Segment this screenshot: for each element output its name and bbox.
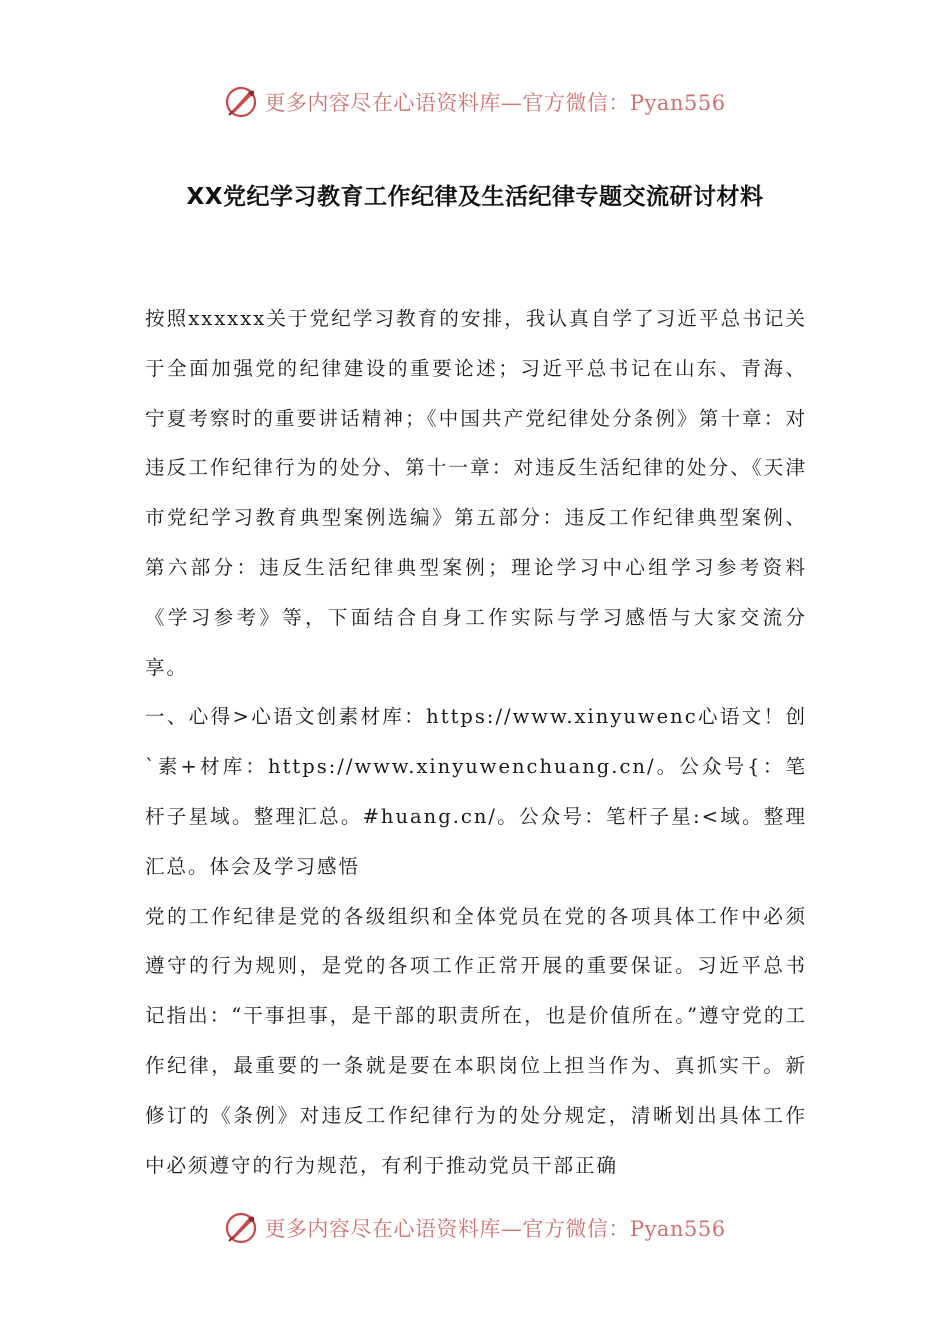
document-title: XX党纪学习教育工作纪律及生活纪律专题交流研讨材料 — [186, 184, 764, 210]
paragraph-work-discipline: 党的工作纪律是党的各级组织和全体党员在党的各项具体工作中必须遵守的行为规则，是党的各项工作正常开展的重要保证。习近平总书记指出：“干事担事，是干部的职责所在，也是价值所在。”遵守党的工作纪律，最重要的一条就是要在本职岗位上担当作为、真抓实干。新修订的《条例》对违反工作纪律行为的处分规定，清晰划出具体工作中必须遵守的行为规范，有利于推动党员干部正确 — [145, 904, 807, 1177]
footer-banner-text: 更多内容尽在心语资料库—官方微信：Pyan556 — [264, 1217, 726, 1241]
header-banner — [0, 80, 950, 124]
paragraph-section-heading: 一、心得>心语文创素材库：https://www.xinyuwenc心语文！创`素+材库：https://www.xinyuwenchuang.cn/。公众号{：笔杆子星域。整理汇总。#huang.cn/。公众号：笔杆子星:<域。整理汇总。体会及学习感悟 — [145, 705, 807, 878]
quill-logo-icon — [224, 85, 258, 119]
header-banner-text: 更多内容尽在心语资料库—官方微信：Pyan556 — [264, 91, 726, 115]
quill-logo-icon — [224, 1211, 258, 1245]
document-body — [145, 294, 807, 1190]
paragraph-intro: 按照xxxxxx关于党纪学习教育的安排，我认真自学了习近平总书记关于全面加强党的纪律建设的重要论述；习近平总书记在山东、青海、宁夏考察时的重要讲话精神；《中国共产党纪律处分条例》第十章：对违反工作纪律行为的处分、第十一章：对违反生活纪律的处分、《天津市党纪学习教育典型案例选编》第五部分：违反工作纪律典型案例、第六部分：违反生活纪律典型案例；理论学习中心组学习参考资料《学习参考》等，下面结合自身工作实际与学习感悟与大家交流分享。 — [145, 307, 807, 679]
footer-banner — [0, 1206, 950, 1250]
